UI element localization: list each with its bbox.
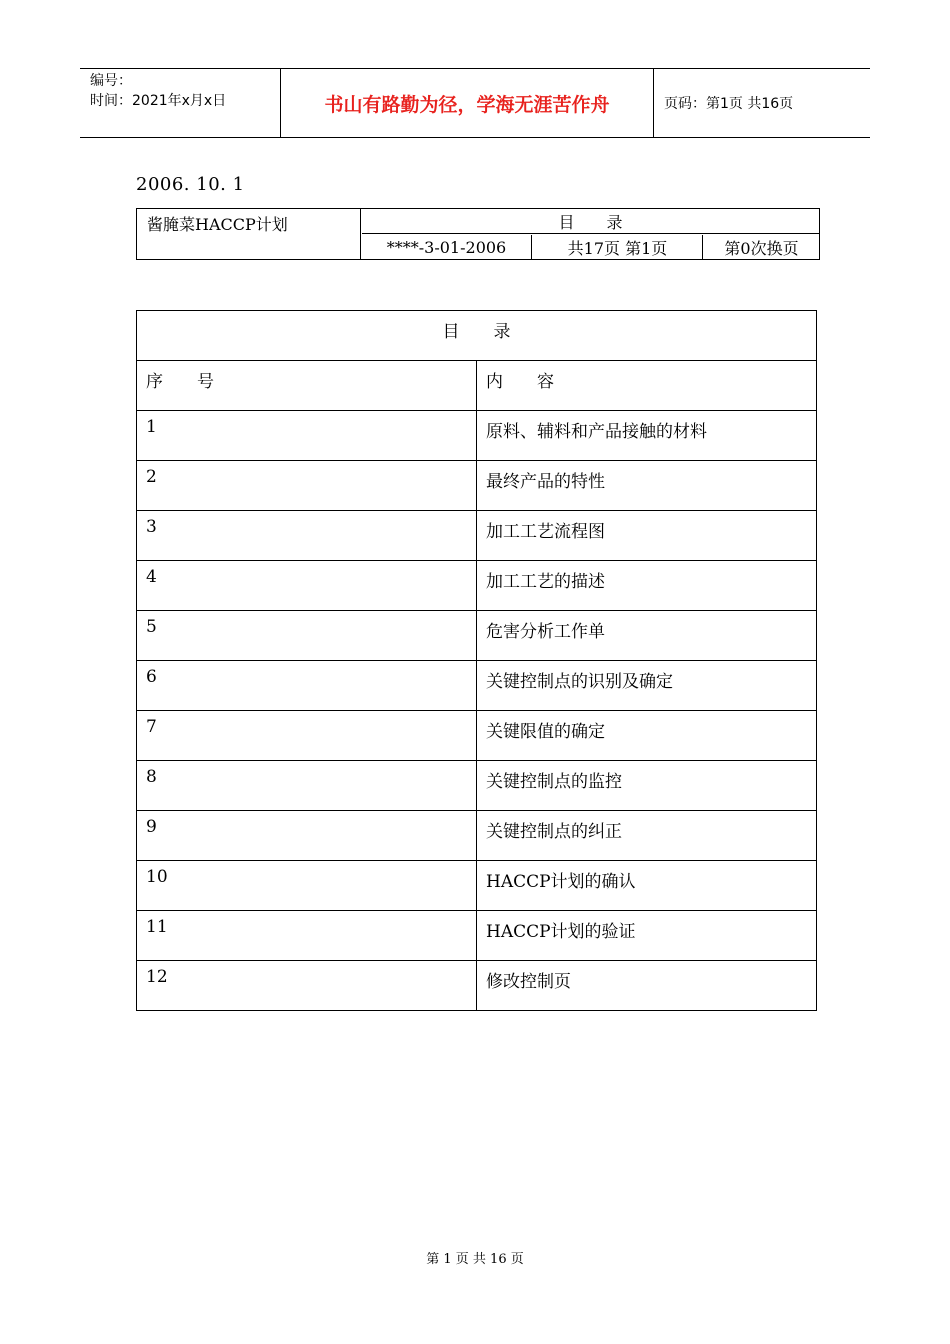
row-number: 8: [137, 761, 477, 811]
table-row: [137, 611, 817, 661]
row-content: 原料、辅料和产品接触的材料: [477, 411, 817, 461]
row-content: HACCP计划的确认: [477, 861, 817, 911]
header-meta: [80, 69, 281, 137]
column-header-content: 内 容: [477, 361, 817, 411]
row-content: 关键限值的确定: [477, 711, 817, 761]
time-label: 时间：2021年x月x日: [90, 93, 227, 109]
row-content: 关键控制点的纠正: [477, 811, 817, 861]
column-header-no: 序 号: [137, 361, 477, 411]
row-number: 1: [137, 411, 477, 461]
table-row: [137, 761, 817, 811]
row-number: 12: [137, 961, 477, 1011]
page-footer: 第 1 页 共 16 页: [426, 1252, 524, 1267]
table-row: [137, 411, 817, 461]
toc-title-row: [137, 311, 817, 361]
row-content: 关键控制点的识别及确定: [477, 661, 817, 711]
row-number: 2: [137, 461, 477, 511]
table-row: [137, 861, 817, 911]
table-row: [137, 661, 817, 711]
row-number: 9: [137, 811, 477, 861]
document-name: 酱腌菜HACCP计划: [137, 209, 361, 259]
document-code: ****-3-01-2006: [362, 235, 532, 259]
row-number: 10: [137, 861, 477, 911]
table-row: [137, 711, 817, 761]
document-info-box: [136, 208, 820, 260]
row-content: HACCP计划的验证: [477, 911, 817, 961]
table-row: [137, 911, 817, 961]
row-number: 3: [137, 511, 477, 561]
row-number: 7: [137, 711, 477, 761]
row-number: 5: [137, 611, 477, 661]
row-number: 11: [137, 911, 477, 961]
table-row: [137, 511, 817, 561]
table-row: [137, 961, 817, 1011]
table-row: [137, 561, 817, 611]
number-label: 编号：: [90, 73, 132, 89]
row-number: 4: [137, 561, 477, 611]
row-content: 加工工艺流程图: [477, 511, 817, 561]
table-row: [137, 461, 817, 511]
row-number: 6: [137, 661, 477, 711]
row-content: 修改控制页: [477, 961, 817, 1011]
row-content: 关键控制点的监控: [477, 761, 817, 811]
toc-title: 目 录: [137, 311, 817, 361]
info-title: 目 录: [362, 209, 819, 234]
document-date: 2006. 10. 1: [136, 174, 245, 195]
header-page-info: 页码：第1页 共16页: [664, 96, 794, 112]
row-content: 危害分析工作单: [477, 611, 817, 661]
header-motto: 书山有路勤为径，学海无涯苦作舟: [281, 69, 654, 137]
document-pages: 共17页 第1页: [533, 235, 703, 259]
revision-info: 第0次换页: [724, 238, 799, 258]
table-row: [137, 811, 817, 861]
toc-table: [136, 310, 817, 1011]
toc-header-row: [137, 361, 817, 411]
row-content: 最终产品的特性: [477, 461, 817, 511]
row-content: 加工工艺的描述: [477, 561, 817, 611]
page-header: [80, 68, 870, 138]
